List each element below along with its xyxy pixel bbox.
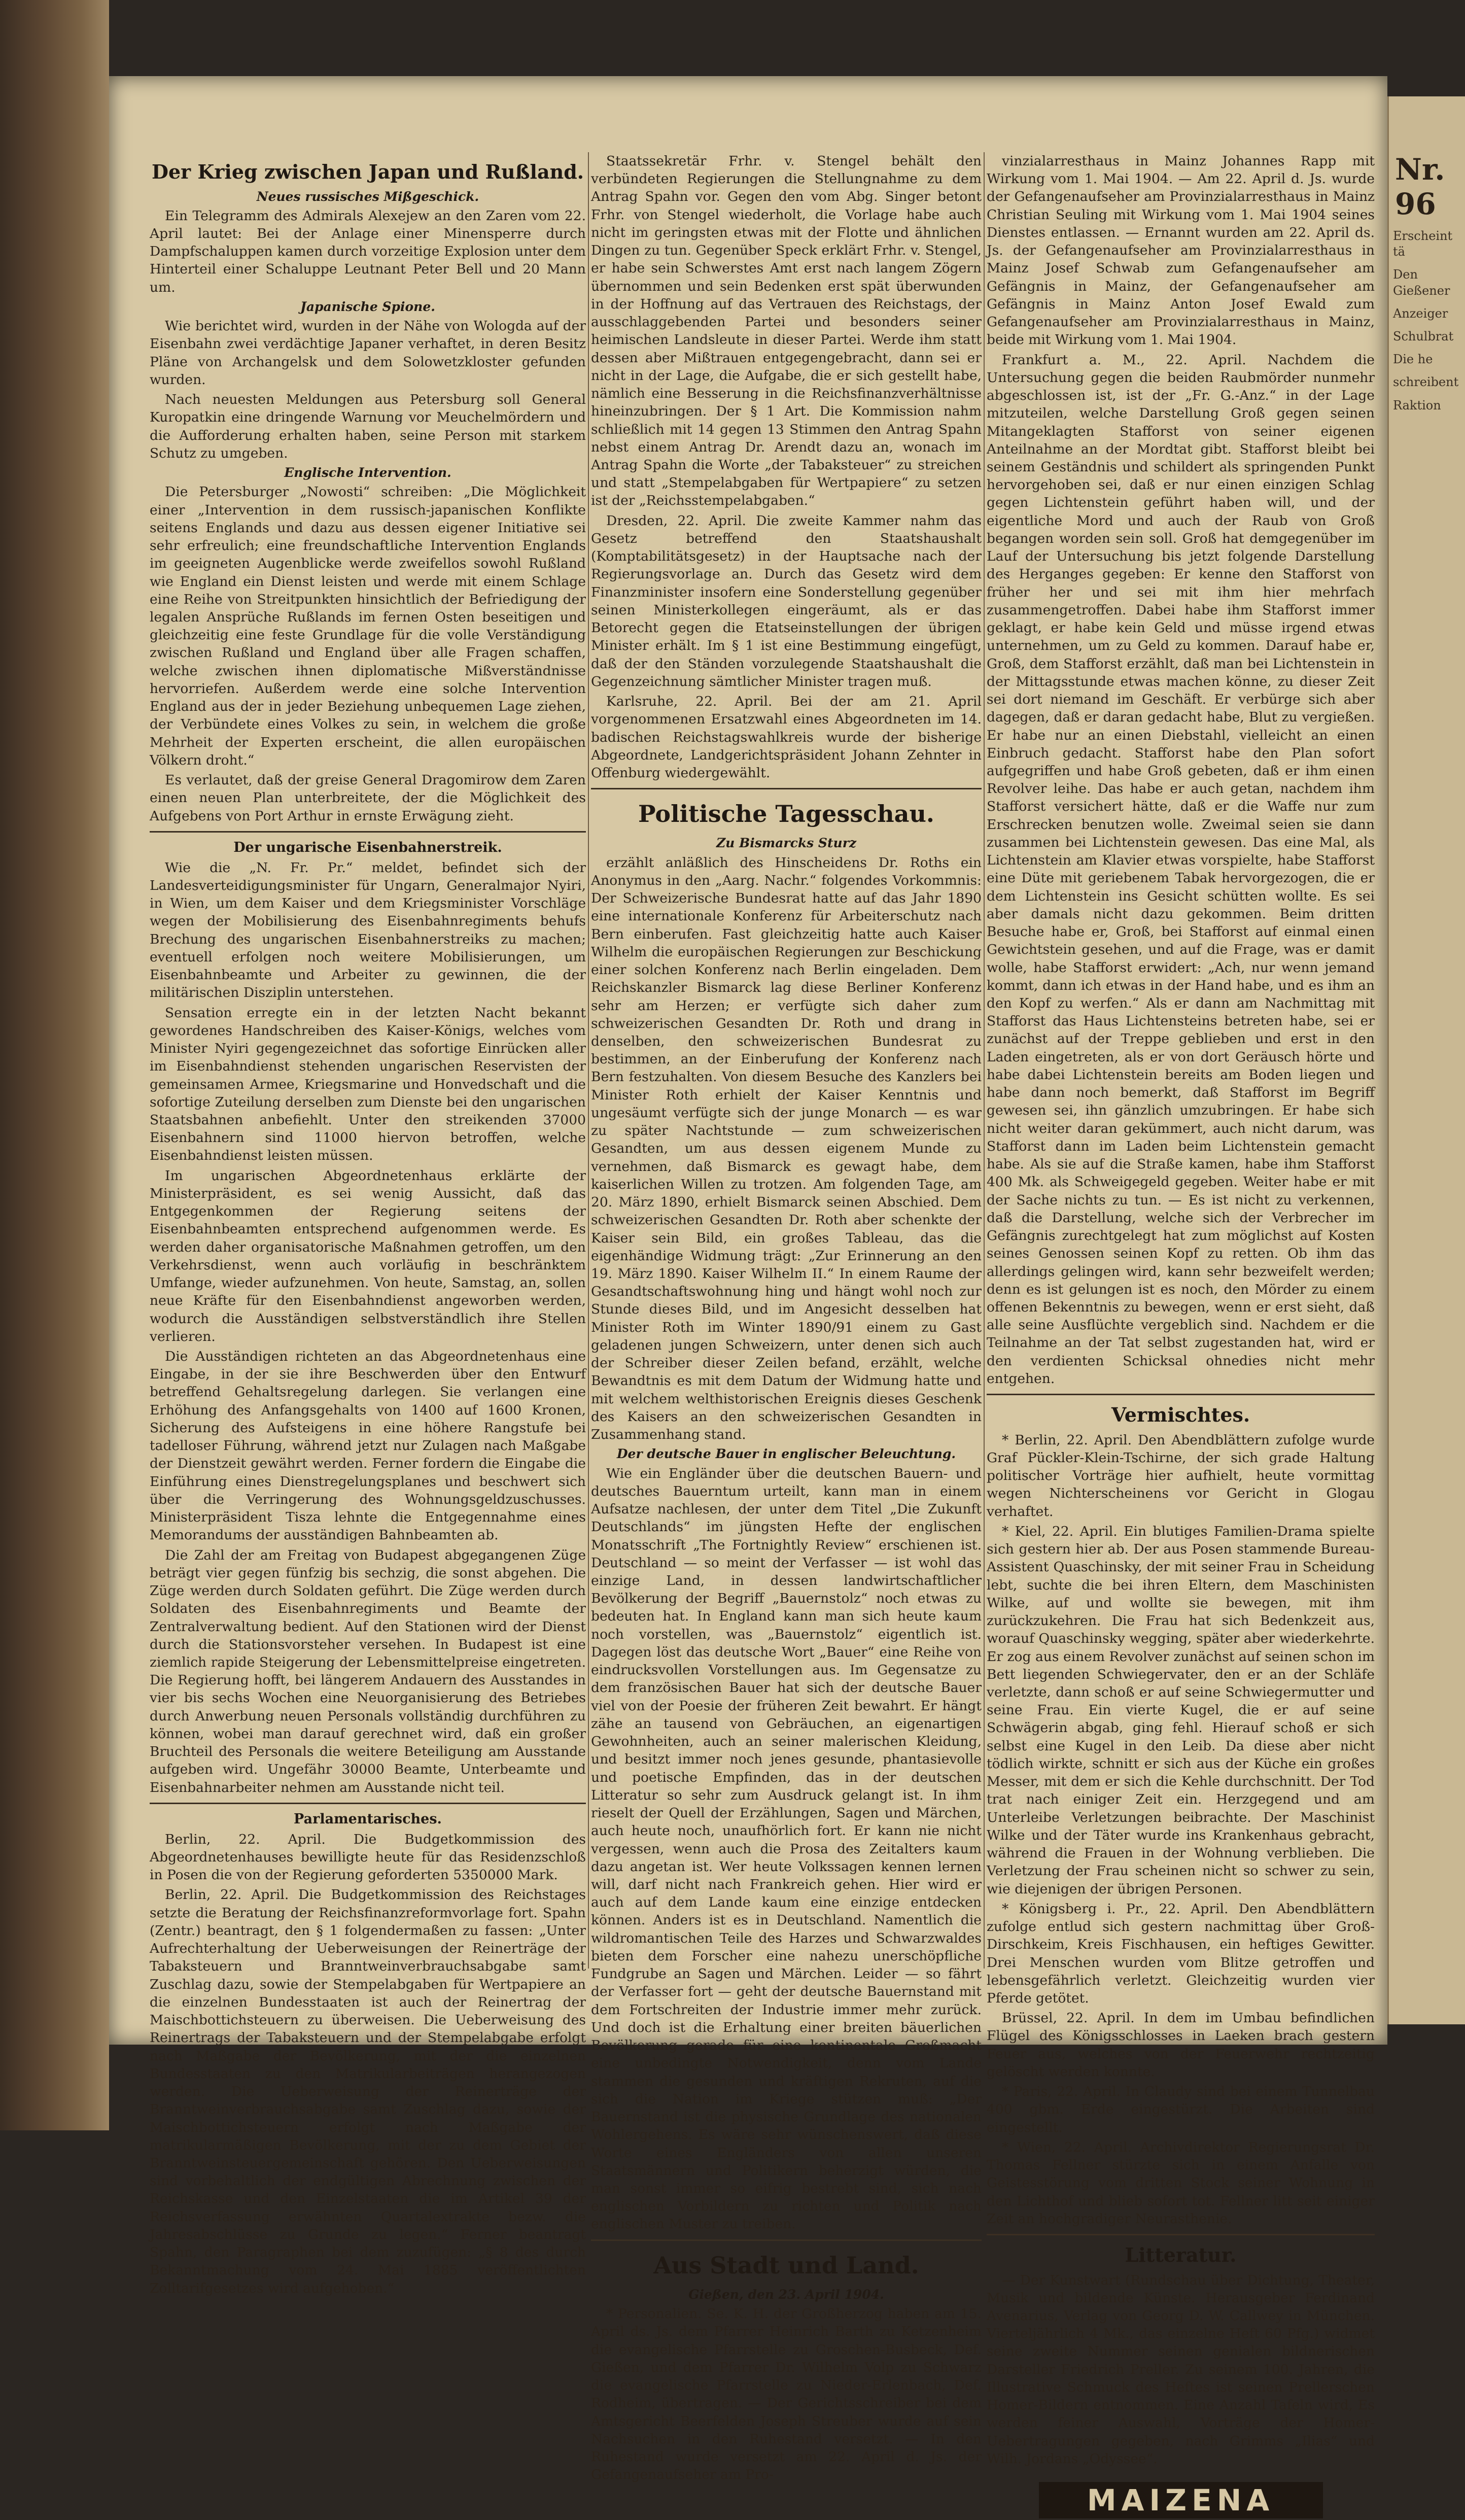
subheading: Neues russisches Mißgeschick. [256, 189, 479, 204]
section-divider [987, 1394, 1375, 1395]
article-paragraph: * Königsberg i. Pr., 22. April. Den Abendblättern zufolge entlud sich gestern nachmittag über Groß-Dirschkeim, Kreis Fischhausen, ein heftiges Gewitter. Drei Menschen wurden vom Blitze getroffen und lebensgefährlich verletzt. Gleichzeitig wurden vier Pferde getötet. [987, 1901, 1375, 2006]
next-page-edge [1387, 96, 1465, 2024]
maizena-advertisement [1039, 2482, 1323, 2518]
next-page-fragment: Schulbrat [1393, 329, 1454, 343]
streik-heading: Der ungarische Eisenbahnerstreik. [233, 839, 502, 855]
article-paragraph: Berlin, 22. April. Die Budgetkommission des Abgeordnetenhauses bewilligte heute für das Residenzschloß in Posen die von der Regierung geforderten 5350000 Mark. [150, 1831, 586, 1883]
article-paragraph: Ein Telegramm des Admirals Alexejew an den Zaren vom 22. April lautet: Bei der Anlage einer Minensperre durch Dampfschaluppen kamen durch vorzeitige Explosion unter dem Hinterteil einer Schaluppe Leutnant Peter Bell und 20 Mann um. [150, 208, 586, 295]
article-paragraph: vinzialarresthaus in Mainz Johannes Rapp mit Wirkung vom 1. Mai 1904. — Am 22. April d. Js. wurde der Gefangenaufseher am Provinzialarresthaus in Mainz Christian Seuling mit Wirkung vom 1. Mai 1904 seines Dienstes entlassen. — Ernannt wurden am 22. April ds. Js. der Gefangenaufseher am Provinzialarresthaus in Mainz Josef Schwab zum Gefangenaufseher am Gefängnis in Mainz, der Gefangenaufseher am Gefängnis in Mainz Anton Josef Ewald zum Gefangenaufseher am Provinzialarresthaus in Mainz, beide mit Wirkung vom 1. Mai 1904. [987, 153, 1375, 348]
article-paragraph: * Paris, 22. April. In Claudy sind bei einem Tunnelbau 400 gbm. Erde eingestürzt. Die Arbeiten sind eingestellt. [987, 2084, 1375, 2135]
tagesschau-heading: Politische Tagesschau. [638, 800, 934, 828]
section-divider [150, 831, 586, 833]
next-page-fragment: Raktion [1393, 398, 1441, 412]
next-page-fragment: Anzeiger [1393, 306, 1448, 321]
krieg-heading: Der Krieg zwischen Japan und Rußland. [151, 160, 584, 183]
article-paragraph: Es verlautet, daß der greise General Dragomirow dem Zaren einen neuen Plan unterbreitete, der die Möglichkeit des Aufgebens von Port Arthur in ernste Erwägung zieht. [150, 772, 586, 824]
article-paragraph: Die Ausständigen richteten an das Abgeordnetenhaus eine Eingabe, in der sie ihre Beschwerden über den Entwurf betreffend Gehaltsregelung darlegen. Sie verlangen eine Erhöhung des Anfangsgehalts von 1400 auf 1600 Kronen, Sicherung des Aufsteigens in eine höhere Rangstufe bei tadelloser Führung, während jetzt nur Zulagen nach Maßgabe der Dienstzeit gewährt werden. Ferner fordern die Eingabe die Einführung eines Dienstregelungsplanes und beschwert sich über die Verringerung des Wohnungsgeldzuschusses. Ministerpräsident Tisza lehnte die Entgegennahme eines Memorandums der ausständigen Bahnbeamten ab. [150, 1349, 586, 1543]
next-page-fragment: Den Gießener [1393, 267, 1450, 298]
column-3 [987, 152, 1375, 2517]
article-paragraph: Brüssel, 22. April. In dem im Umbau befindlichen Flügel des Königsschlosses in Laeken brach gestern Feuer aus, welches von der Feuerwehr rechtzeitig gelöscht werden konnte. [987, 2010, 1375, 2080]
article-paragraph: erzählt anläßlich des Hinscheidens Dr. Roths ein Anonymus in den „Aarg. Nachr.“ folgendes Vorkommnis: Der Schweizerische Bundesrat hatte auf das Jahr 1890 eine internationale Konferenz für Arbeiterschutz nach Bern einberufen. Fast gleichzeitig hatte auch Kaiser Wilhelm die europäischen Regierungen zur Beschickung einer solchen Konferenz nach Berlin eingeladen. Dem Reichskanzler Bismarck lag diese Berliner Konferenz sehr am Herzen; er verfügte sich daher zum schweizerischen Gesandten Dr. Roth und drang in denselben, den schweizerischen Bundesrat zu bestimmen, an der Einberufung der Konferenz nach Bern festzuhalten. Von diesem Besuche des Kanzlers bei Minister Roth erhielt der Kaiser Kenntnis und ungesäumt verfügte sich der junge Monarch — es war zu später Nachtstunde — zum schweizerischen Gesandten, um aus dessen eigenem Munde zu vernehmen, daß Bismarck es gewagt habe, dem kaiserlichen Willen zu trotzen. Am folgenden Tage, am 20. März 1890, erhielt Bismarck seinen Abschied. Dem schweizerischen Gesandten Dr. Roth aber schenkte der Kaiser sein Bild, ein großes Tableau, das die eigenhändige Widmung trägt: „Zur Erinnerung an den 19. März 1890. Kaiser Wilhelm II.“ In einem Raume der Gesandtschaftswohnung hing und hängt wohl noch zur Stunde dieses Bild, und im Angesicht desselben hat Minister Roth im Winter 1890/91 einem zu Gast geladenen jungen Schweizern, unter denen sich auch der Schreiber dieser Zeilen befand, erzählt, welche Bewandtnis es mit dem Datum der Widmung hatte und mit welchem welthistorischen Ereignis dieses Geschenk des Kaisers an den schweizerischen Gesandten in Zusammenhang stand. [591, 854, 982, 1443]
stadt-land-heading: Aus Stadt und Land. [653, 2251, 919, 2279]
article-paragraph: Wie ein Engländer über die deutschen Bauern- und deutsches Bauerntum urteilt, kann man in einem Aufsatze nachlesen, der unter dem Titel „Die Zukunft Deutschlands“ im jüngsten Hefte der englischen Monatsschrift „The Fortnightly Review“ erschienen ist. Deutschland — so meint der Verfasser — ist wohl das einzige Land, in dessen landwirtschaftlicher Bevölkerung der Begriff „Bauernstolz“ noch etwas zu bedeuten hat. In England kann man sich heute kaum noch vorstellen, was „Bauernstolz“ eigentlich ist. Dagegen löst das deutsche Wort „Bauer“ eine Reihe von eindrucksvollen Vorstellungen aus. Im Gegensatze zu dem französischen Bauer hat sich der deutsche Bauer viel von der Poesie der früheren Zeit bewahrt. Er hängt zähe an tausend von Gebräuchen, an eigenartigen Gewohnheiten, auch an seiner malerischen Kleidung, und besitzt immer noch jenes gesunde, phantasievolle und poetische Empfinden, das in der deutschen Litteratur so sehr zum Ausdruck gelangt ist. In ihm rieselt der Quell der Erzählungen, Sagen und Märchen, auch heute noch, unaufhörlich fort. Er kann nie nicht vergessen, wenn auch die Prosa des Zeitalters kaum dazu angetan ist. Wer heute Volkssagen kennen lernen will, darf nicht nach Frankreich gehen. Hier wird er auch auf dem Lande kaum eine einzige entdecken können. Anders ist es in Deutschland. Namentlich die wildromantischen Teile des Harzes und Schwarzwaldes bieten dem Forscher eine nahezu unerschöpfliche Fundgrube an Sagen und Märchen. Leider — so fährt der Verfasser fort — geht der deutsche Bauernstand mit dem Fortschreiten der Industrie immer mehr zurück. Und doch ist die Erhaltung einer breiten bäuerlichen Bevölkerung gerade für eine kontinentale Großmacht eine unbedingte Notwendigkeit, denn vom Lande stammen die gesunden und kräftigen Rekruten, auf die sich die Nation im Kriege stützen muß: „Der Bauernstand ist die physische Grundlage des nationalen Wohlergehens. Es wäre sehr wünschenswert, daß diese Worte eines Engländers von allen unseren Staatsmännern und Politikern beherzigt würden, die man sonst immer so eifrig bestrebt sind, sich nach englischen Vorbildern zu richten und Politik nach englischen Muster zu treiben. [591, 1465, 982, 2232]
article-paragraph: Die Zahl der am Freitag von Budapest abgegangenen Züge beträgt vier gegen fünfzig bis sechzig, die sonst abgehen. Die Züge werden durch Soldaten geführt. Die Züge werden durch Soldaten des Eisenbahnregiments und Beamte der Zentralverwaltung bedient. Auf den Stationen wird der Dienst durch die Stationsvorsteher versehen. In Budapest ist eine ziemlich rapide Steigerung der Lebensmittelpreise eingetreten. Die Regierung hofft, bei längerem Andauern des Ausstandes in vier bis sechs Wochen eine Neuorganisierung des Betriebes durch Anwerbung neuen Personals vollständig durchführen zu können, wobei man darauf gerechnet wird, daß ein großer Bruchteil des Personals die weitere Beteiligung am Ausstande aufgeben wird. Ungefähr 30000 Beamte, Unterbeamte und Eisenbahnarbeiter nehmen am Ausstande nicht teil. [150, 1547, 586, 1796]
subheading: Der deutsche Bauer in englischer Beleuchtung. [616, 1446, 956, 1462]
article-paragraph: Staatssekretär Frhr. v. Stengel behält den verbündeten Regierungen die Stellungnahme zu dem Antrag Spahn vor. Gegen den vom Abg. Singer betont Frhr. von Stengel wiederholt, die Vorlage habe auch nicht im geringsten etwas mit der Flotte und ähnlichen Dingen zu tun. Gegenüber Speck erklärt Frhr. v. Stengel, er habe sein Schwerstes Amt erst nach langem Zögern übernommen und sein Bedenken erst spät überwunden in der Hoffnung auf das Vertrauen des Reichstags, der ausschlaggebenden Partei und besonders seiner heimischen Landsleute in dieser Partei. Werde ihm statt dessen aber Mißtrauen entgegengebracht, dann sei er nicht in der Lage, die Aufgabe, die er sich gestellt habe, nämlich eine Besserung in die Reichsfinanzverhältnisse hineinzubringen. Der § 1 Art. Die Kommission nahm schließlich mit 14 gegen 13 Stimmen den Antrag Spahn nebst einem Antrag Dr. Arendt dazu an, wonach im Antrag Spahn die Worte „der Tabaksteuer“ zu streichen und statt „Stempelabgaben für Wertpapiere“ zu setzen ist der „Reichsstempelabgaben.“ [591, 153, 982, 509]
litteratur-heading: Litteratur. [1125, 2243, 1237, 2267]
section-divider [987, 2234, 1375, 2235]
next-page-fragment: Die he [1393, 352, 1433, 367]
article-paragraph: Wie berichtet wird, wurden in der Nähe von Wologda auf der Eisenbahn zwei verdächtige Japaner verhaftet, in deren Besitz Pläne von Archangelsk und dem Solowetzkloster gefunden wurden. [150, 318, 586, 388]
article-paragraph: Nach neuesten Meldungen aus Petersburg soll General Kuropatkin eine dringende Warnung vor Meuchelmördern und die Aufforderung erhalten haben, seine Person mit starkem Schutz zu umgeben. [150, 392, 586, 461]
article-paragraph: Wie die „N. Fr. Pr.“ meldet, befindet sich der Landesverteidigungsminister für Ungarn, Generalmajor Nyiri, in Wien, um dem Kaiser und dem Kriegsminister Vorschläge wegen der Mobilisierung des Eisenbahnregiments behufs Brechung des ungarischen Eisenbahnerstreiks zu machen; eventuell erfolgen noch weitere Mobilisierungen, um Eisenbahnbeamte und Arbeiter zu gewinnen, die der militärischen Disziplin unterstehen. [150, 859, 586, 1001]
subheading: Zu Bismarcks Sturz [716, 836, 857, 851]
vermischtes-heading: Vermischtes. [1111, 1403, 1250, 1427]
article-paragraph: * Wien, 22. April. Archivdirektor Regierungsrat Dr. Thomas Fellner stürzte sich in einem Anfalle von Geistesstörung vom dritten Stock seiner Wohnung in den Lichthof und blieb sofort tot. Fellner litt seit einiger Zeit an hochgradiger Neurasthenie. [987, 2139, 1375, 2227]
dateline: Gießen, den 23. April 1904. [688, 2287, 884, 2302]
next-page-number: Nr. 96 [1395, 152, 1445, 221]
column-rule [588, 152, 589, 1969]
article-paragraph: Berlin, 22. April. Die Budgetkommission des Reichstages setzte die Beratung der Reichsfinanzreformvorlage fort. Spahn (Zentr.) beantragt, den § 1 folgendermaßen zu fassen: „Unter Aufrechterhaltung der Ueberweisungen der Reinerträge der Tabaksteuern und Branntweinverbrauchsabgabe samt Zuschlag dazu, sowie der Stempelabgaben für Wertpapiere an die einzelnen Bundesstaaten ist auch der Reinertrag der Maischbottichsteuern zu überweisen. Die Ueberweisung des Reinertrags der Tabaksteuern und der Stempelabgabe erfolgt nach Maßgabe der Bevölkerung, mit der die einzelnen Bundesstaaten zu den Matrikularbeiträgen herangezogen werden. Die Ueberweisung der Reinerträge der Branntweinverbrauchsabgabe samt Zuschlag dazu, sowie der Maischbottichsteuern erfolgt nach Maßgabe der matrikularmäßigen Bevölkerung, mit der zu dem Gebiet der Branntweinsteuergemeinschaft gehören. Den Ueberweisungen sind vorbehaltlich der endgültigen Abrechnung zwischen der Reichskasse und den Einzelstaaten die im Artikel 39 der Reichsverfassung erwähnten Quartalextrakte bezw. die Jahresabschlüsse zu Grunde zu legen.“ Ferner beantragt Spahn, den Paragraphen bei dem zuzufügen: „§ 8 des durch Bekanntmachung vom 24. Mai 1885 veröffentlichten Zolltarifgesetzes wird aufgehoben.“ [150, 1887, 586, 2296]
next-page-fragment: schreibent [1393, 375, 1459, 390]
book-spine-edge [0, 0, 109, 2130]
parlamentarisches-heading: Parlamentarisches. [294, 1811, 442, 1827]
article-paragraph: Sensation erregte ein in der letzten Nacht bekannt gewordenes Handschreiben des Kaiser-Königs, welches vom Minister Nyiri gegengezeichnet das sofortige Einrücken aller im Eisenbahndienst stehenden ungarischen Reservisten der gemeinsamen Armee, Kriegsmarine und Honvedschaft und die sofortige Zuteilung derselben zum Dienste bei den ungarischen Staatsbahnen anbefiehlt. Unter den streikenden 37000 Eisenbahnern sind 11000 hiervon betroffen, welche Eisenbahndienst leisten müssen. [150, 1005, 586, 1164]
section-divider [150, 1803, 586, 1804]
subheading: Japanische Spione. [300, 299, 435, 314]
column-2 [591, 152, 982, 2483]
article-paragraph: Die Petersburger „Nowosti“ schreiben: „Die Möglichkeit einer „Intervention in dem russisch-japanischen Konflikte seitens Englands und dazu aus dessen eigener Initiative sei sehr erfreulich; eine freundschaftliche Intervention Englands im geeigneten Augenblicke werde zweifellos sowohl Rußland wie England ein Dienst leisten und werde mit einem Schlage eine Reihe von Streitpunkten hinsichtlich der Befriedigung der legalen Ansprüche Rußlands im fernen Osten beseitigen und gleichzeitig eine feste Grundlage für die volle Verständigung zwischen Rußland und England über alle Fragen schaffen, welche zwischen ihnen diplomatische Mißverständnisse hervorriefen. Außerdem werde eine solche Intervention England aus der in jeder Beziehung unbequemen Lage ziehen, der Verbündete eines Volkes zu sein, in welchem die große Mehrheit der Experten erscheint, die allen europäischen Völkern droht.“ [150, 484, 586, 768]
section-divider [591, 788, 982, 789]
next-page-fragment: Erscheint tä [1393, 229, 1453, 259]
section-divider [591, 2239, 982, 2241]
advertisement-text: MAIZENA [1087, 2482, 1275, 2517]
column-rule [984, 152, 985, 1969]
subheading: Englische Intervention. [284, 465, 451, 480]
article-paragraph: Dresden, 22. April. Die zweite Kammer nahm das Gesetz betreffend den Staatshaushalt (Komptabilitätsgesetz) in der Hauptsache nach der Regierungsvorlage an. Durch das Gesetz wird dem Finanzminister insofern eine Sonderstellung gegenüber seinen Ministerkollegen eingeräumt, als er das Betorecht gegen die Etatseinstellungen der übrigen Minister erhält. Im § 1 ist eine Bestimmung eingefügt, daß der den Ständen vorzulegende Staatshaushalt die Gegenzeichnung sämtlicher Minister tragen muß. [591, 512, 982, 689]
article-paragraph: * Berlin, 22. April. Den Abendblättern zufolge wurde Graf Pückler-Klein-Tschirne, der sich grade Haltung politischer Vorträge hier aufhielt, heute vormittag wegen Nichterscheinens vor Gericht in Glogau verhaftet. [987, 1432, 1375, 1520]
article-paragraph: * Personalien. Se. K. H. der Großherzog haben am 15. April ds. Js. dem Pfarrer Heinrich Barth zu Ketzenheim die evangelische Pfarrstelle zu Groschen-Busbeck, Def. Gießen, und dem Pfarrer Dr. Wilhelm Volp zu Schwarz die evangelische Pfarrstelle zu Nieder-Erlenbach, Def. Rodheim, übertragen. — Der Gerichtsschreiber bei dem Amtsgericht Beerfelden Joseph Streuber wurde auf sein Nachsuchen in den Ruhestand versetzt. — In den Ruhestand wurde versetzt am 22. April d. Js. der Gefangenaufseher am Pro- [591, 2306, 982, 2483]
article-paragraph: Im ungarischen Abgeordnetenhaus erklärte der Ministerpräsident, es sei wenig Aussicht, daß das Entgegenkommen der Regierung seitens der Eisenbahnbeamten entsprechend aufgenommen werde. Es werden daher organisatorische Maßnahmen getroffen, um den Verkehrsdienst, wenn auch vorläufig in beschränktem Umfange, wieder aufzunehmen. Von heute, Samstag, an, sollen neue Kräfte für den Eisenbahndienst angeworben werden, wodurch die Ausständigen selbstverständlich ihre Stellen verlieren. [150, 1167, 586, 1344]
article-paragraph: * Kiel, 22. April. Ein blutiges Familien-Drama spielte sich gestern hier ab. Der aus Posen stammende Bureau-Assistent Quaschinsky, der mit seiner Frau in Scheidung lebt, suchte die bei ihren Eltern, dem Maschinisten Wilke, auf und wollte sie bewegen, mit ihm zurückzukehren. Die Frau hat sich Bedenkzeit aus, worauf Quaschinsky wegging, später aber wiederkehrte. Er zog aus einem Revolver zunächst auf seinen schon im Bett liegenden Schwiegervater, den er an der Schläfe verletzte, dann schoß er auf seine Schwiegermutter und seine Frau. Ein vierte Kugel, die er auf seine Schwägerin abgab, ging fehl. Hierauf schoß er sich selbst eine Kugel in den Leib. Da diese aber nicht tödlich wirkte, schnitt er sich aus der Küche ein großes Messer, mit dem er sich die Kehle durchschnitt. Der Tod trat nach einiger Zeit ein. Herzgegend und am Unterleibe Verletzungen beibrachte. Der Maschinist Wilke und der Täter wurde ins Krankenhaus gebracht, während die Frauen in der Wohnung verblieben. Die Verletzung der Frau scheinen nicht so schwer zu sein, wie diejenigen der übrigen Personen. [987, 1523, 1375, 1897]
column-1 [150, 152, 586, 2296]
article-paragraph: — Der Kunstwart (Rundschau über Dichtung, Theater, Musik und bildende Künste. Herausgeber Ferdinand Avenarius, Verlag von Georg D. W. Callwey in München. Vierteljährlich 4 Mk., das einzelne Heft 60 Pfg.) widmet seine zweite Nummer seinen genialen bildnerischen Darsteller Friedrich Preller. Zu seinem 100. Jahren, die Illustrative Schmuck des Heftes ist seinen Prellerschen Homer-Bildern entnommen. Eine Anzahl Tafeln wird, Es werden feiner Auswahl, Vorträge der Homer-Uebertragungen gegeben, nach Grimms „Ilias“ und Wilh. Jordans „Odyssee“. [987, 2272, 1375, 2467]
article-paragraph: Frankfurt a. M., 22. April. Nachdem die Untersuchung gegen die beiden Raubmörder nunmehr abgeschlossen ist, ist der „Fr. G.-Anz.“ in der Lage mitzuteilen, welche Darstellung Groß gegen seinen Mitangeklagten Stafforst von seiner eigenen Anteilnahme an der Mordtat gibt. Stafforst bleibt bei seinem Geständnis und schildert als springenden Punkt hervorgehoben sei, daß er nur einen einzigen Schlag gegen Lichtenstein geführt haben will, und der eigentliche Mord und auch der Raub von Groß begangen worden sein soll. Groß hat demgegenüber im Lauf der Untersuchung bis jetzt folgende Darstellung des Herganges gegeben: Er kenne den Stafforst von früher her und sei mit ihm hier mehrfach zusammengetroffen. Dabei habe ihm Stafforst immer geklagt, er habe kein Geld und müsse irgend etwas unternehmen, um zu Geld zu kommen. Darauf habe er, Groß, dem Stafforst erzählt, daß man bei Lichtenstein in der Mittagsstunde etwas machen könne, zu dieser Zeit sei dort niemand im Geschäft. Er verbürge sich aber dagegen, daß er daran gedacht habe, Blut zu vergießen. Er habe nur an einen Diebstahl, vielleicht an einen Einbruch gedacht. Stafforst habe den Plan sofort aufgegriffen und habe Groß gebeten, daß er ihm einen Revolver leihe. Das habe er auch getan, nachdem ihm Stafforst versichert hätte, daß er die Waffe nur zum Erschrecken benutzen wolle. Zweimal seien sie dann zusammen bei Lichtenstein gewesen. Das eine Mal, als Lichtenstein am Klavier etwas vorspielte, habe Stafforst eine Düte mit geriebenem Tabak hervorgezogen, die er dem Lichtenstein ins Gesicht schütten wollte. Es sei aber damals nicht dazu gekommen. Beim dritten Besuche habe er, Groß, bei Stafforst auf einmal einen Gewichtstein gesehen, und auf die Frage, was er damit wolle, habe Stafforst erwidert: „Ach, nur wenn jemand kommt, dann ich etwas in der Hand habe, und es ihm an den Kopf zu werfen.“ Als er dann am Nachmittag mit Stafforst das Haus Lichtensteins betreten habe, sei er zunächst auf der Treppe geblieben und erst in den Laden eingetreten, als er von dort Geräusch hörte und habe dabei Lichtenstein bereits am Boden liegen und habe dann noch bemerkt, daß Stafforst im Begriff gewesen sei, ihn gänzlich umzubringen. Er habe sich nicht weiter daran gekümmert, auch nicht darum, was Stafforst dann im Laden beim Lichtenstein gemacht habe. Als sie auf die Straße kamen, habe ihm Stafforst 400 Mk. als Schweigegeld gegeben. Weiter habe er mit der Sache nichts zu tun. — Es ist nicht zu verkennen, daß die Darstellung, welche sich der Verbrecher im Gefängnis zurechtgelegt hat zum möglichst auf Kosten seines Genossen seinen Kopf zu retten. Ob ihm das allerdings gelingen wird, kann sehr bezweifelt werden; denn es ist gelungen ist es noch, den Mörder zu einem offenen Bekenntnis zu bewegen, wenn er erst sieht, daß alle seine Ausflüchte vergeblich sind. Nachdem er die Teilnahme an der Tat selbst zugestanden hat, wird er den verdienten Schicksal ohnedies nicht mehr entgehen. [987, 352, 1375, 1387]
article-paragraph: Karlsruhe, 22. April. Bei der am 21. April vorgenommenen Ersatzwahl eines Abgeordneten im 14. badischen Reichstagswahlkreis wurde der bisherige Abgeordnete, Landgerichtspräsident Johann Zehnter in Offenburg wiedergewählt. [591, 694, 982, 781]
